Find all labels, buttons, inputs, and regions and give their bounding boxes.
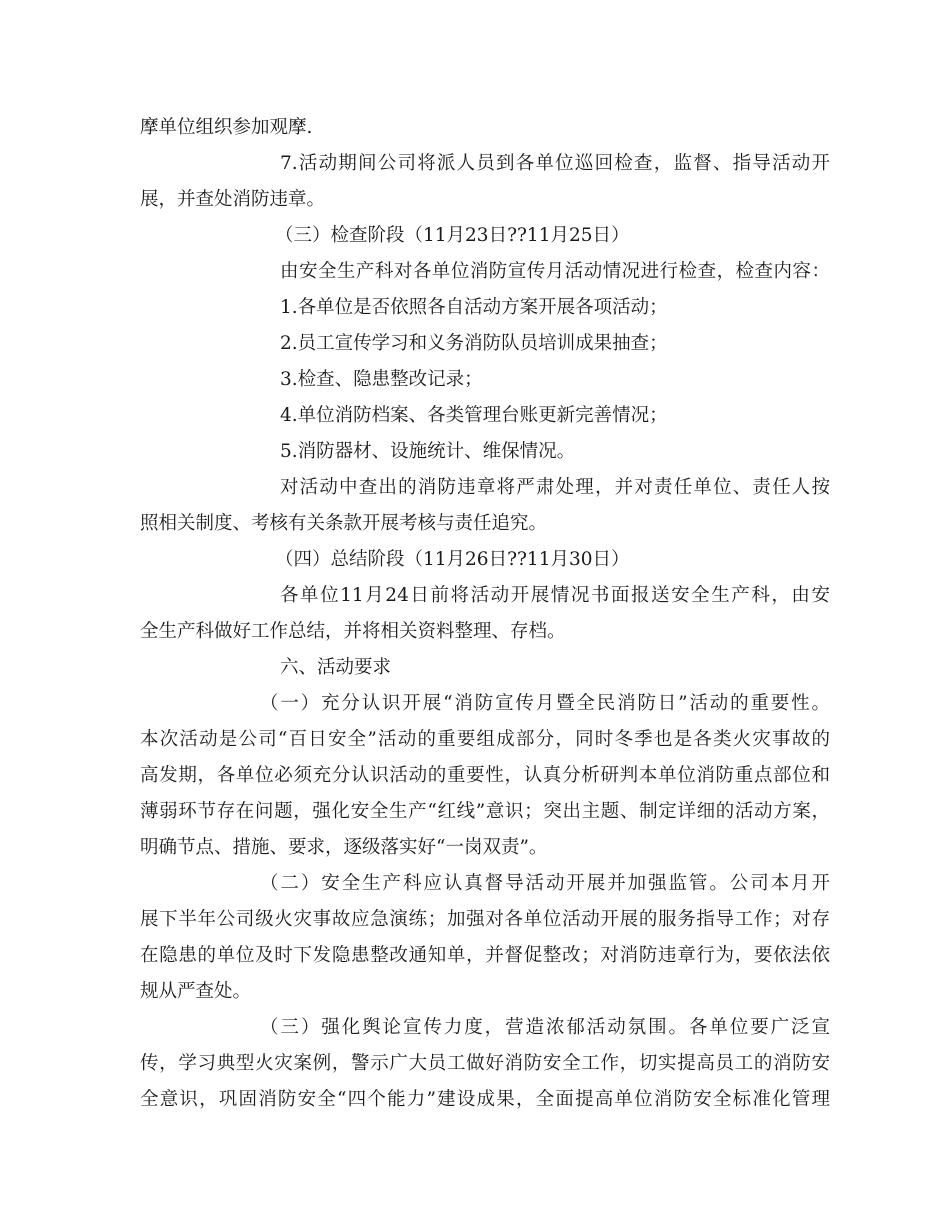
paragraph-line: 7.活动期间公司将派人员到各单位巡回检查，监督、指导活动开 bbox=[280, 153, 830, 174]
paragraph-line: 本次活动是公司“百日安全”活动的重要组成部分，同时冬季也是各类火灾事故的 bbox=[140, 729, 830, 750]
paragraph-line: 展下半年公司级火灾事故应急演练；加强对各单位活动开展的服务指导工作；对存 bbox=[140, 909, 830, 930]
list-item: 1.各单位是否依照各自活动方案开展各项活动； bbox=[280, 297, 668, 318]
section-heading: （四）总结阶段（11月26日??11月30日） bbox=[275, 549, 630, 570]
list-item: 2.员工宣传学习和义务消防队员培训成果抽查； bbox=[280, 333, 668, 354]
paragraph-line: 展，并查处消防违章。 bbox=[140, 189, 326, 210]
paragraph-line: 摩单位组织参加观摩. bbox=[140, 117, 313, 138]
paragraph-line: 各单位11月24日前将活动开展情况书面报送安全生产科，由安 bbox=[280, 585, 830, 606]
paragraph-line: 在隐患的单位及时下发隐患整改通知单，并督促整改；对消防违章行为，要依法依 bbox=[140, 945, 830, 966]
paragraph-line: 照相关制度、考核有关条款开展考核与责任追究。 bbox=[140, 513, 548, 534]
paragraph-line: 对活动中查出的消防违章将严肃处理，并对责任单位、责任人按 bbox=[280, 477, 830, 498]
paragraph-line: 由安全生产科对各单位消防宣传月活动情况进行检查，检查内容： bbox=[280, 261, 830, 282]
list-item: 4.单位消防档案、各类管理台账更新完善情况； bbox=[280, 405, 668, 426]
paragraph-line: （三）强化舆论宣传力度，营造浓郁活动氛围。各单位要广泛宣 bbox=[260, 1017, 830, 1038]
paragraph-line: 全意识，巩固消防安全“四个能力”建设成果，全面提高单位消防安全标准化管理 bbox=[140, 1089, 830, 1110]
paragraph-line: 高发期，各单位必须充分认识活动的重要性，认真分析研判本单位消防重点部位和 bbox=[140, 765, 830, 786]
paragraph-line: 薄弱环节存在问题，强化安全生产“红线”意识；突出主题、制定详细的活动方案， bbox=[140, 801, 830, 822]
paragraph-line: 全生产科做好工作总结，并将相关资料整理、存档。 bbox=[140, 621, 566, 642]
list-item: 5.消防器材、设施统计、维保情况。 bbox=[280, 441, 576, 462]
paragraph-line: （二）安全生产科应认真督导活动开展并加强监管。公司本月开 bbox=[260, 873, 830, 894]
paragraph-line: （一）充分认识开展“消防宣传月暨全民消防日”活动的重要性。 bbox=[260, 693, 830, 714]
paragraph-line: 传，学习典型火灾案例，警示广大员工做好消防安全工作，切实提高员工的消防安 bbox=[140, 1053, 830, 1074]
paragraph-line: 规从严查处。 bbox=[140, 981, 252, 1002]
section-heading: （三）检查阶段（11月23日??11月25日） bbox=[275, 225, 630, 246]
list-item: 3.检查、隐患整改记录； bbox=[280, 369, 483, 390]
section-heading: 六、活动要求 bbox=[280, 657, 392, 678]
paragraph-line: 明确节点、措施、要求，逐级落实好“一岗双责”。 bbox=[140, 837, 548, 858]
